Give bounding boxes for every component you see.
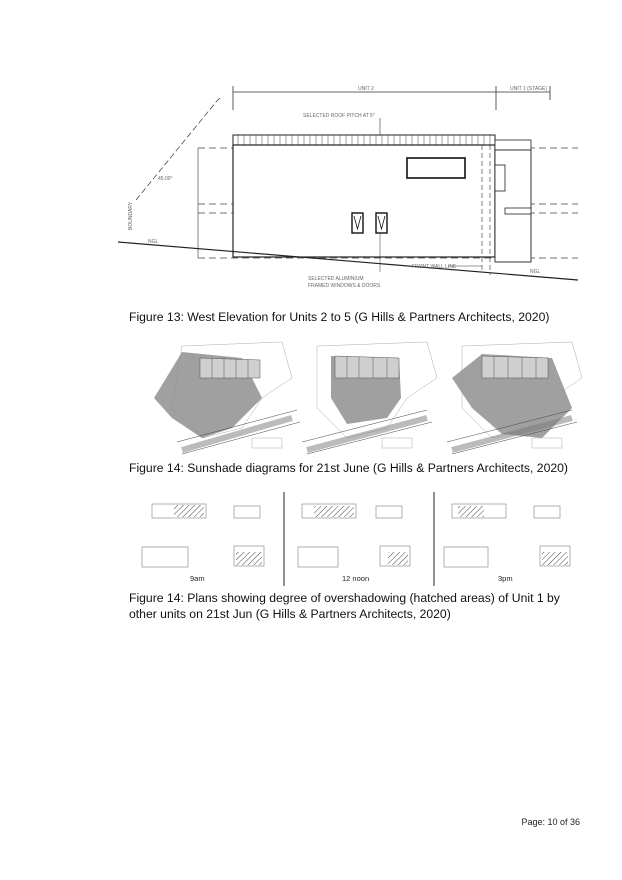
figure-14-sunshade-caption: Figure 14: Sunshade diagrams for 21st June (G Hills & Partners Architects, 2020) xyxy=(129,461,568,475)
overshadowing-panel-12noon xyxy=(298,504,410,583)
panel-time-12noon: 12 noon xyxy=(342,574,370,583)
panel-time-9am: 9am xyxy=(190,574,205,583)
overshadowing-panel-9am xyxy=(142,504,264,583)
overshadowing-plans xyxy=(134,492,586,588)
front-wall-label: FRONT WALL LINE xyxy=(412,264,457,270)
ngl-left-label: NGL xyxy=(148,239,159,245)
sunshade-diagram-3pm xyxy=(447,342,582,454)
figure-13-caption: Figure 13: West Elevation for Units 2 to 5 (G Hills & Partners Architects, 2020) xyxy=(129,310,550,324)
figure-14-overshadowing-caption-line1: Figure 14: Plans showing degree of overshadowing (hatched areas) of Unit 1 by xyxy=(129,591,560,605)
sunshade-diagrams xyxy=(142,338,592,456)
windows-note-line1: SELECTED ALUMINIUM xyxy=(308,276,364,282)
neighbour-dimension-label: UNIT 1 (STAGE) xyxy=(510,86,548,92)
angle-label: 45.00° xyxy=(158,176,173,182)
windows-note-line2: FRAMED WINDOWS & DOORS xyxy=(308,283,381,289)
ngl-right-label: NGL xyxy=(530,269,541,275)
unit-dimension-label: UNIT 2 xyxy=(358,86,374,92)
page-number: Page: 10 of 36 xyxy=(521,817,580,827)
overshadowing-panel-3pm xyxy=(444,504,570,583)
roof-pitch-label: SELECTED ROOF PITCH AT 5° xyxy=(303,113,375,119)
west-elevation-drawing xyxy=(118,80,578,295)
sunshade-diagram-9am xyxy=(154,342,300,454)
figure-14-overshadowing-caption-line2: other units on 21st Jun (G Hills & Partners Architects, 2020) xyxy=(129,607,451,621)
boundary-label: BOUNDARY xyxy=(128,201,134,230)
panel-time-3pm: 3pm xyxy=(498,574,513,583)
sunshade-diagram-12noon xyxy=(302,342,437,454)
